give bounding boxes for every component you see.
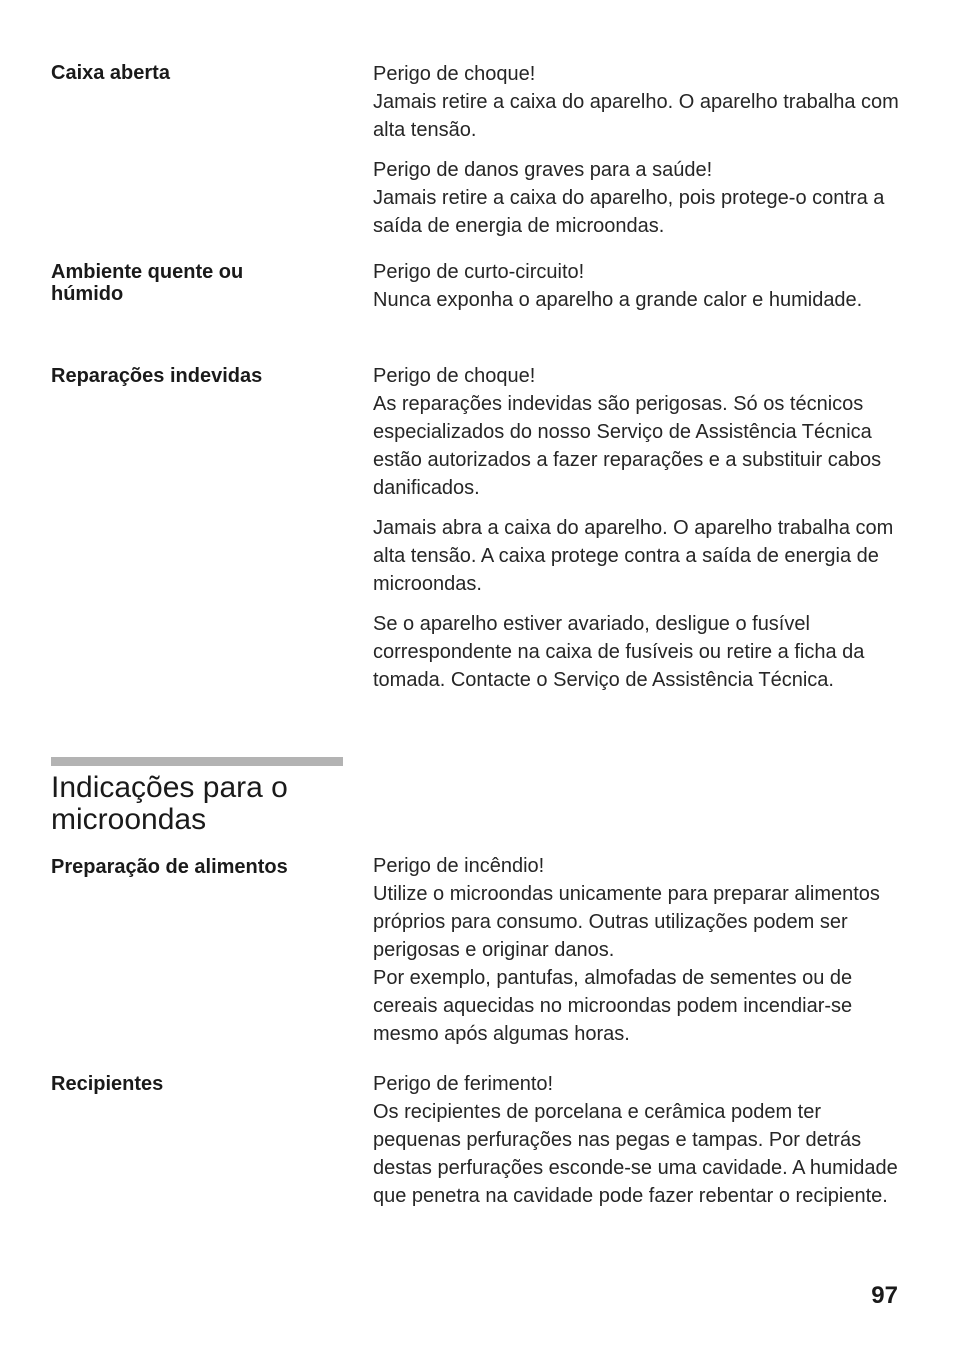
entry-body (373, 60, 913, 240)
entry-paragraph: Perigo de ferimento! Os recipientes de porcelana e cerâmica podem ter pequenas perfurações nas pegas e tampas. Por detrás destas perfurações esconde-se uma cavidade. A humidade que penetra na cavidade pode fazer rebentar o recipiente. (373, 1073, 898, 1207)
section-divider-bar (51, 757, 343, 766)
entry-paragraph: Perigo de danos graves para a saúde! Jamais retire a caixa do aparelho, pois protege-o contra a saída de energia de microondas. (373, 159, 885, 237)
entry-body (373, 362, 913, 694)
entry-paragraph: Jamais abra a caixa do aparelho. O aparelho trabalha com alta tensão. A caixa protege contra a saída de energia de microondas. (373, 517, 894, 595)
entry-label: Ambiente quente ou húmido (51, 261, 244, 305)
entry-label: Recipientes (51, 1073, 164, 1095)
entry-body (373, 258, 913, 314)
entry-paragraph: Se o aparelho estiver avariado, desligue o fusível correspondente na caixa de fusíveis ou retire a ficha da tomada. Contacte o Serviço de Assistência Técnica. (373, 613, 865, 691)
entry-paragraph: Perigo de choque! As reparações indevidas são perigosas. Só os técnicos especializados do nosso Serviço de Assistência Técnica estão autorizados a fazer reparações e a substituir cabos danificados. (373, 365, 882, 499)
entry-body (373, 1070, 913, 1210)
page-number: 97 (871, 1282, 898, 1309)
entry-label: Reparações indevidas (51, 365, 263, 387)
entry-paragraph: Perigo de curto-circuito! Nunca exponha o aparelho a grande calor e humidade. (373, 261, 863, 311)
section-title: Indicações para o microondas (51, 771, 288, 836)
entry-body (373, 852, 913, 1048)
entry-label: Caixa aberta (51, 62, 170, 84)
entry-paragraph: Perigo de incêndio! Utilize o microondas unicamente para preparar alimentos próprios para consumo. Outras utilizações podem ser perigosas e originar danos. Por exemplo, pantufas, almofadas de sementes ou de cereais aquecidas no microondas podem incendiar-se mesmo após algumas horas. (373, 855, 880, 1045)
entry-label: Preparação de alimentos (51, 856, 288, 878)
entry-paragraph: Perigo de choque! Jamais retire a caixa do aparelho. O aparelho trabalha com alta tensão. (373, 63, 899, 141)
